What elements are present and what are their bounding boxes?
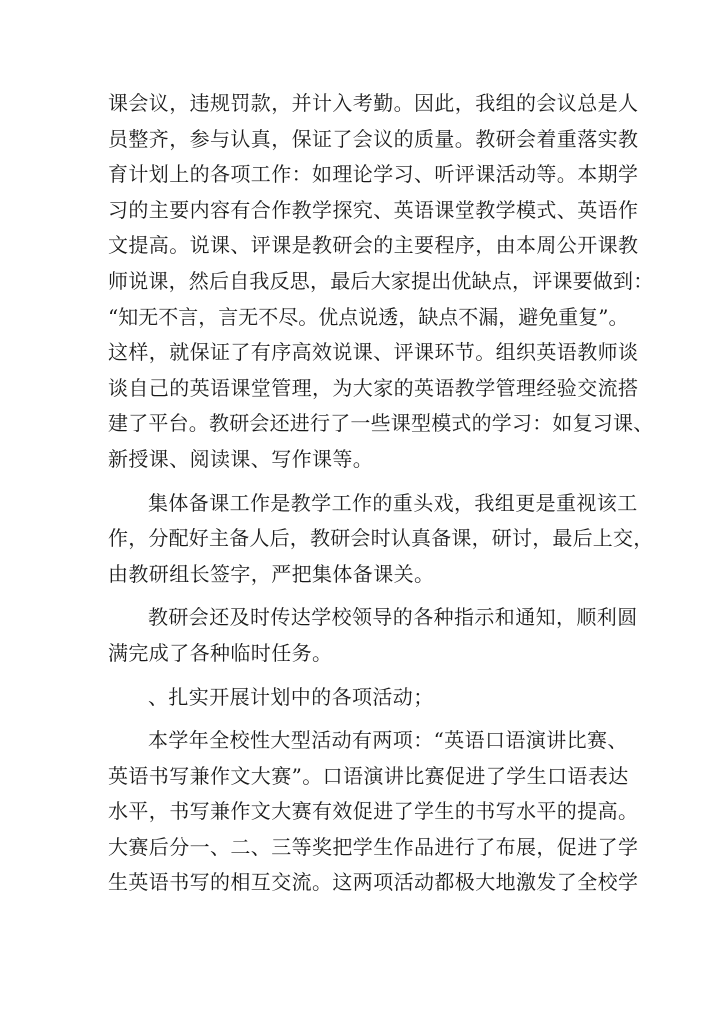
text-line: 建了平台。教研会还进行了一些课型模式的学习：如复习课、	[108, 411, 654, 436]
text-line: 员整齐，参与认真，保证了会议的质量。教研会着重落实教	[108, 126, 639, 151]
text-line: 大赛后分一、二、三等奖把学生作品进行了布展，促进了学	[108, 834, 639, 859]
text-line: 作，分配好主备人后，教研会时认真备课，研讨，最后上交，	[108, 526, 654, 551]
document-body	[108, 86, 654, 901]
text-line: 育计划上的各项工作：如理论学习、听评课活动等。本期学	[108, 162, 639, 187]
text-line: 水平，书写兼作文大赛有效促进了学生的书写水平的提高。	[108, 799, 639, 824]
text-line: 师说课，然后自我反思，最后大家提出优缺点，评课要做到：	[108, 268, 654, 293]
paragraph-gap	[108, 592, 608, 600]
paragraph-first-line: 教研会还及时传达学校领导的各种指示和通知，顺利圆	[148, 605, 638, 630]
text-line: 由教研组长签字，严把集体备课关。	[108, 561, 435, 586]
text-line: “知无不言，言无不尽。优点说透，缺点不漏，避免重复”。	[108, 304, 629, 329]
text-line: 谈自己的英语课堂管理，为大家的英语教学管理经验交流搭	[108, 375, 639, 400]
paragraph-gap	[108, 478, 608, 486]
text-line: 满完成了各种临时任务。	[108, 640, 333, 665]
text-line: 课会议，违规罚款，并计入考勤。因此，我组的会议总是人	[108, 91, 639, 115]
paragraph-first-line: 本学年全校性大型活动有两项：“英语口语演讲比赛、	[148, 728, 628, 753]
text-line: 习的主要内容有合作教学探究、英语课堂教学模式、英语作	[108, 197, 639, 222]
section-heading: 、扎实开展计划中的各项活动；	[148, 684, 434, 709]
text-line: 文提高。说课、评课是教研会的主要程序，由本周公开课教	[108, 233, 639, 258]
text-line: 生英语书写的相互交流。这两项活动都极大地激发了全校学	[108, 870, 639, 895]
text-line: 这样，就保证了有序高效说课、评课环节。组织英语教师谈	[108, 340, 639, 365]
paragraph-gap	[108, 672, 608, 680]
paragraph-gap	[108, 715, 608, 723]
text-line: 新授课、阅读课、写作课等。	[108, 446, 374, 471]
text-line: 英语书写兼作文大赛”。口语演讲比赛促进了学生口语表达	[108, 763, 629, 788]
paragraph-first-line: 集体备课工作是教学工作的重头戏，我组更是重视该工	[148, 490, 638, 515]
